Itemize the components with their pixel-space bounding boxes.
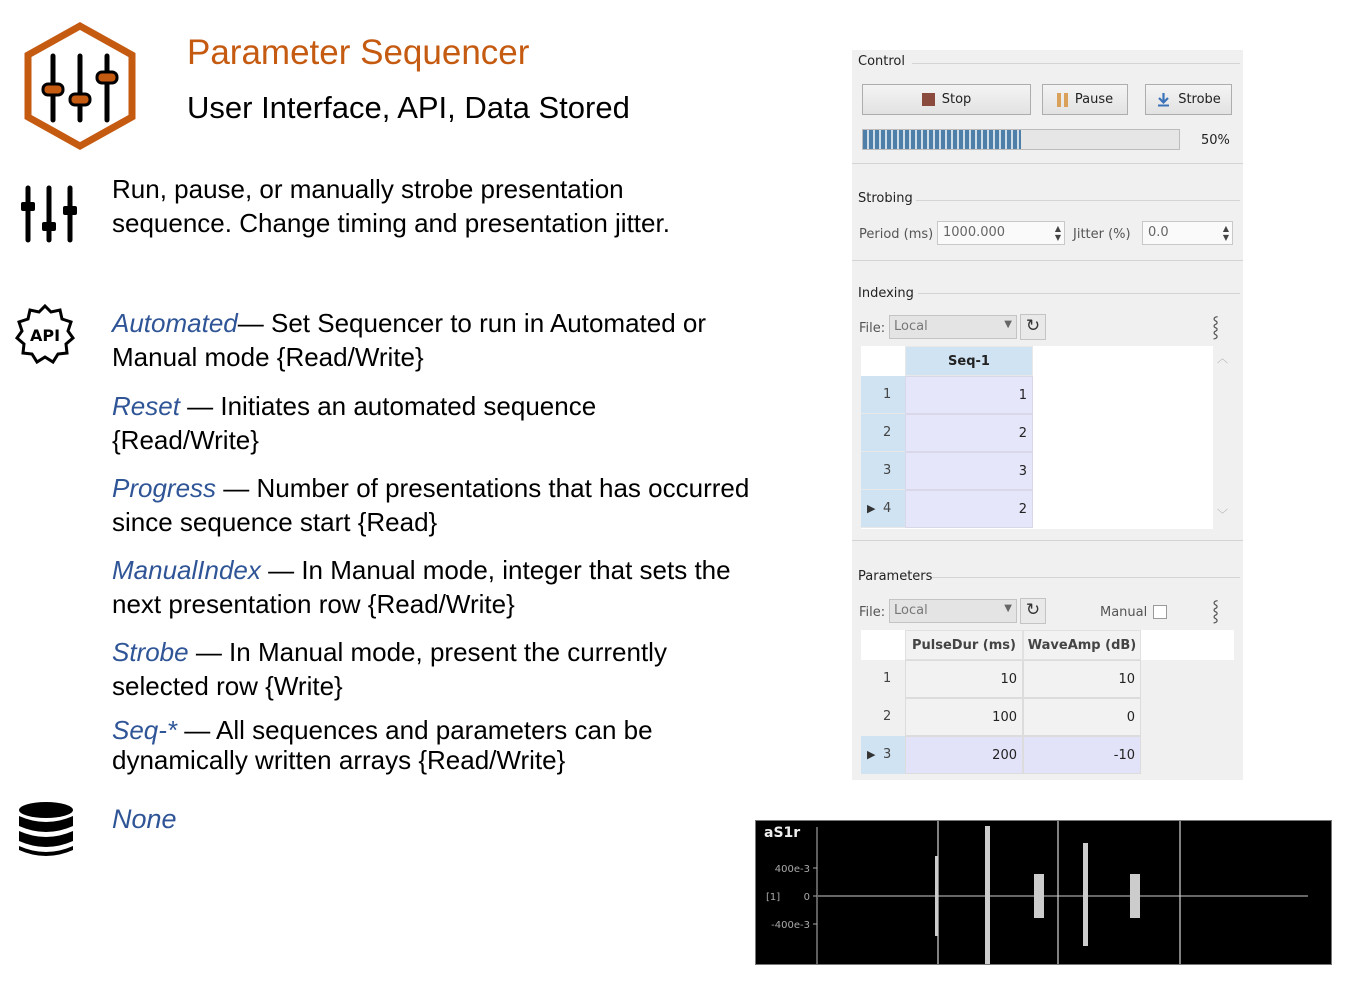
stop-icon [922,93,935,106]
stop-label: Stop [941,92,972,107]
api-name: Progress [112,473,217,503]
ui-description: Run, pause, or manually strobe presentation sequence. Change timing and presentation jitter. [112,174,670,238]
parameters-file-select[interactable] [889,599,1017,623]
scope-display [755,820,1332,965]
jitter-label: Jitter (%) [1073,227,1131,242]
api-desc: — Initiates an automated sequence {Read/Write} [112,391,597,455]
chevron-down-icon: ▼ [1004,603,1012,614]
strobe-button[interactable] [1145,84,1232,115]
table-cell[interactable]: 200 [905,736,1023,774]
divider [852,260,1243,261]
strobe-icon [1156,92,1171,107]
sequencer-panel [852,50,1243,780]
database-icon [16,800,76,860]
api-item-seq [112,715,732,775]
api-name: ManualIndex [112,555,261,585]
table-cell[interactable]: 2 [905,414,1033,452]
api-item-automated [112,306,792,374]
api-name: Reset [112,391,180,421]
api-desc: — Number of presentations that has occurred since sequence start {Read} [112,473,750,537]
api-gear-icon [14,303,76,365]
y-tick-label: -400e-3 [771,920,810,931]
page-subtitle: User Interface, API, Data Stored [187,90,630,125]
jitter-value: 0.0 [1148,225,1169,240]
expand-icon[interactable]: ⸾ [1212,598,1220,622]
y-tick-label: 0 [803,892,810,903]
table-cell[interactable]: 2 [905,490,1033,528]
file-value: Local [894,319,928,334]
chevron-down-icon: ▼ [1004,319,1012,330]
file-label: File: [859,321,886,336]
api-name: Seq-* [112,715,178,745]
current-row-icon: ▶ [867,748,876,761]
row-header[interactable]: 4 [861,490,905,528]
data-stored-value: None [112,804,177,834]
row-header[interactable]: 1 [861,660,905,698]
row-header[interactable]: 3 [861,736,905,774]
parameters-table [861,630,1234,774]
column-header[interactable]: PulseDur (ms) [905,630,1023,660]
period-value: 1000.000 [943,225,1006,240]
divider [932,577,1240,578]
column-header[interactable]: Seq-1 [905,346,1033,376]
table-cell[interactable]: 0 [1023,698,1141,736]
chevron-down-icon[interactable]: ﹀ [1217,508,1228,521]
table-cell[interactable]: 10 [1023,660,1141,698]
pause-button[interactable] [1042,84,1128,115]
row-header[interactable]: 1 [861,376,905,414]
parameters-section-label: Parameters [858,569,933,584]
api-desc: — In Manual mode, integer that sets the next presentation row {Read/Write} [112,555,731,619]
divider [852,540,1243,541]
row-header[interactable]: 2 [861,414,905,452]
api-desc: — In Manual mode, present the currently selected row {Write} [112,637,667,701]
api-desc: — All sequences and parameters can be dynamically written arrays {Read/Write} [112,715,653,775]
period-spinbox[interactable] [937,221,1065,245]
row-header[interactable]: 2 [861,698,905,736]
divider [912,63,1240,64]
api-item-progress [112,471,752,539]
table-cell[interactable]: 3 [905,452,1033,490]
table-corner [861,630,905,660]
svg-text:API: API [29,326,61,345]
current-row-icon: ▶ [867,502,876,515]
jitter-spinbox[interactable] [1142,221,1233,245]
strobe-label: Strobe [1178,92,1221,107]
pause-icon [1057,93,1068,107]
table-cell[interactable]: 10 [905,660,1023,698]
y-tick-label: 400e-3 [774,864,810,875]
manual-checkbox[interactable] [1153,605,1167,619]
spin-arrows-icon[interactable]: ▲ ▼ [1222,224,1229,242]
sliders-hex-icon [20,22,140,150]
refresh-icon[interactable]: ↻ [1020,314,1046,340]
scope-plot [756,821,1331,964]
indexing-file-select[interactable] [889,315,1017,339]
expand-icon[interactable]: ⸾ [1212,314,1220,338]
table-corner [861,346,905,376]
api-desc: — Set Sequencer to run in Automated or Manual mode {Read/Write} [112,308,707,372]
chevron-up-icon[interactable]: ︿ [1217,352,1228,365]
api-item-manualindex [112,553,772,621]
scrollbar[interactable] [1214,346,1232,529]
progress-percent: 50% [1201,133,1230,148]
channel-label: [1] [766,892,781,903]
progress-bar [862,129,1180,150]
period-label: Period (ms) [859,227,934,242]
table-cell[interactable]: 1 [905,376,1033,414]
strobing-section-label: Strobing [858,191,913,206]
indexing-table [861,346,1213,529]
table-cell[interactable]: 100 [905,698,1023,736]
row-header[interactable]: 3 [861,452,905,490]
api-item-reset [112,389,692,457]
divider [916,200,1240,201]
table-cell[interactable]: -10 [1023,736,1141,774]
pause-label: Pause [1074,92,1114,107]
spin-arrows-icon[interactable]: ▲ ▼ [1054,224,1061,242]
progress-fill [863,130,1021,149]
column-header[interactable]: WaveAmp (dB) [1023,630,1141,660]
api-name: Strobe [112,637,189,667]
sliders-icon [18,184,80,244]
stop-button[interactable] [862,84,1031,115]
indexing-section-label: Indexing [858,286,914,301]
divider [918,293,1240,294]
file-value: Local [894,603,928,618]
api-item-strobe [112,635,752,703]
header-filler [1141,630,1234,660]
manual-label: Manual [1100,605,1148,620]
page-title: Parameter Sequencer [187,33,530,72]
api-name: Automated [112,308,238,338]
scope-label: aS1r [764,825,801,841]
divider [852,163,1243,164]
control-section-label: Control [858,54,905,69]
file-label: File: [859,605,886,620]
refresh-icon[interactable]: ↻ [1020,598,1046,624]
